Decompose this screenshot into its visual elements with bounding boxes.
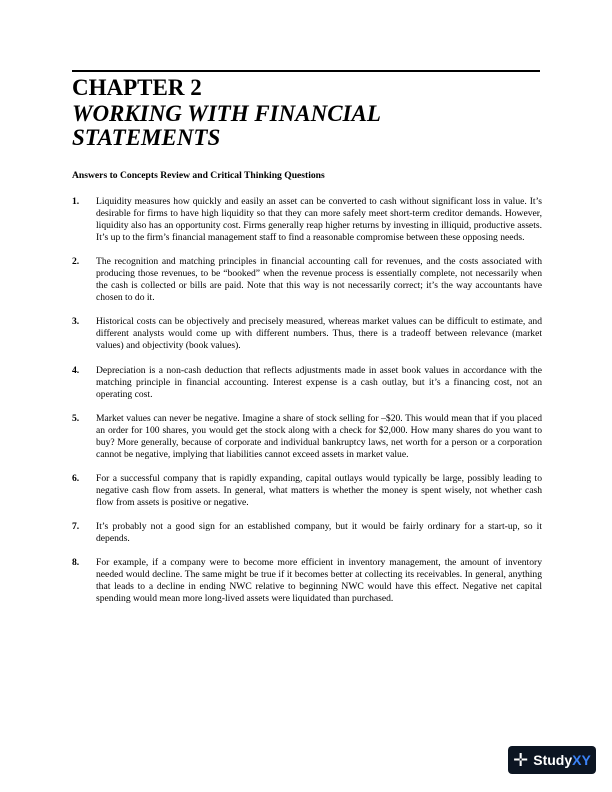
answer-number: 2. <box>72 256 80 268</box>
section-subheading: Answers to Concepts Review and Critical Thinking Questions <box>72 170 325 181</box>
plus-icon: ✛ <box>513 750 529 770</box>
answer-number: 3. <box>72 316 80 328</box>
answer-number: 1. <box>72 196 80 207</box>
answer-number: 5. <box>72 412 80 424</box>
answer-item <box>72 316 542 352</box>
answer-text: For a successful company that is rapidly expanding, capital outlays would typically be large, possibly leading to negative cash flow from assets. In general, what matters is whether the money is spent wisely, not whether cash flow from assets is positive or negative. <box>96 472 542 508</box>
answer-text: Historical costs can be objectively and precisely measured, whereas market values can be difficult to estimate, and different analysts would come up with different numbers. Thus, there is a tradeoff between relevance (market values) and objectivity (book values). <box>96 316 542 352</box>
answer-item <box>72 521 542 545</box>
chapter-title-line: STATEMENTS <box>72 125 221 150</box>
answer-number: 6. <box>72 472 80 484</box>
chapter-label: CHAPTER 2 <box>72 75 202 100</box>
answer-text: For example, if a company were to become more efficient in inventory management, the amount of inventory needed would decline. The same might be true if it becomes better at collecting its receivables. In general, anything that leads to a decline in ending NWC relative to beginning NWC would have this effect. Negative net capital spending would mean more long-lived assets were liquidated than purchased. <box>96 557 542 605</box>
answer-text: Depreciation is a non-cash deduction that reflects adjustments made in asset book values in accordance with the matching principle in financial accounting. Interest expense is a cash outlay, but it’s a financing cost, not an operating cost. <box>96 364 542 400</box>
answer-number: 7. <box>72 520 80 532</box>
top-rule <box>72 70 540 72</box>
chapter-heading <box>72 76 542 150</box>
question-list <box>72 196 542 617</box>
answer-text: It’s probably not a good sign for an established company, but it would be fairly ordinary for a start-up, so it depends. <box>96 520 542 545</box>
answer-item <box>72 557 542 605</box>
answer-item <box>72 196 542 244</box>
brand-prefix: Study <box>533 752 573 768</box>
answer-text: Market values can never be negative. Imagine a share of stock selling for –$20. This would mean that if you placed an order for 100 shares, you would get the stock along with a check for $2,000. How many shares do you want to buy? More generally, because of corporate and individual bankruptcy laws, net worth for a person or a corporation cannot be negative, implying that liabilities cannot exceed assets in market value. <box>96 412 542 460</box>
answer-item <box>72 413 542 461</box>
chapter-title-line: WORKING WITH FINANCIAL <box>72 101 381 126</box>
answer-number: 4. <box>72 364 80 376</box>
answer-number: 8. <box>72 557 80 569</box>
answer-item <box>72 473 542 509</box>
answer-item <box>72 256 542 304</box>
studyxy-badge[interactable] <box>508 746 596 774</box>
chapter-title <box>72 102 542 150</box>
answer-text: Liquidity measures how quickly and easily an asset can be converted to cash without significant loss in value. It’s desirable for firms to have high liquidity so that they can more safely meet short-term creditor demands. However, liquidity also has an opportunity cost. Firms generally reap higher returns by investing in illiquid, productive assets. It’s up to the firm’s financial management staff to find a reasonable compromise between these opposing needs. <box>96 196 542 244</box>
answer-text: The recognition and matching principles in financial accounting call for revenues, and the costs associated with producing those revenues, to be “booked” when the revenue process is essentially complete, not necessarily when the cash is collected or bills are paid. Note that this way is not necessarily correct; it’s the way accountants have chosen to do it. <box>96 256 542 304</box>
answer-item <box>72 365 542 401</box>
brand-suffix: XY <box>572 752 591 768</box>
